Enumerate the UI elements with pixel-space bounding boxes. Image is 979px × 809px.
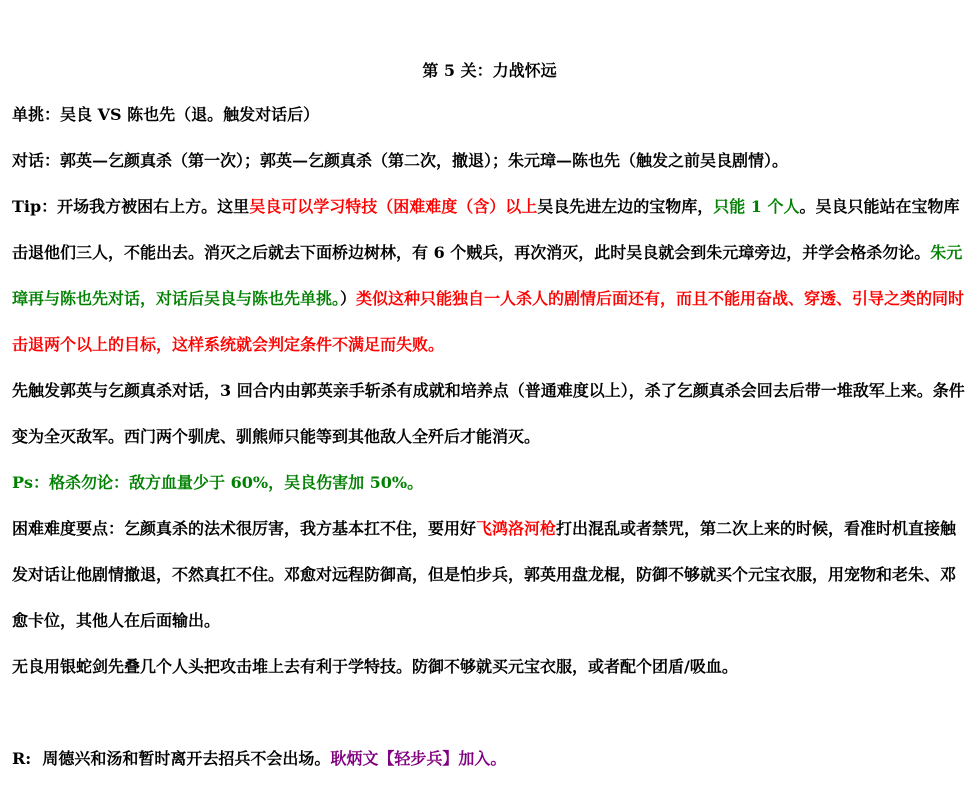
- hard-red-1: 飞鸿洛河枪: [476, 519, 557, 538]
- tip-text-4: ）: [340, 289, 357, 308]
- tip-text-3: 。吴良只能站在宝物库击退他们三人，不能出去。消灭之后就去下面桥边树林，有 6 个贼兵，再次消灭，此时吴良就会到朱元璋旁边，并学会格杀勿论。: [12, 197, 960, 262]
- tip-paragraph: [12, 184, 969, 368]
- wuliang-line: 无良用银蛇剑先叠几个人头把攻击堆上去有利于学特技。防御不够就买元宝衣服，或者配个团盾/吸血。: [12, 657, 738, 676]
- tip-text-2: 吴良先进左边的宝物库，: [537, 197, 714, 216]
- ps-line: Ps：格杀勿论：敌方血量少于 60%，吴良伤害加 50%。: [12, 473, 424, 492]
- r-text: R: 周德兴和汤和暂时离开去招兵不会出场。: [12, 749, 331, 768]
- trigger-paragraph: 先触发郭英与乞颜真杀对话，3 回合内由郭英亲手斩杀有成就和培养点（普通难度以上），杀了乞颜真杀会回去后带一堆敌军上来。条件变为全灭敌军。西门两个驯虎、驯熊师只能等到其他敌人全歼后才能消灭。: [12, 381, 965, 446]
- r-line: [12, 736, 969, 782]
- tip-red-2: 困难难度（含）以上: [393, 197, 538, 216]
- hard-text-2: 打出混乱或者禁咒，第二次上来的时候，看准时机直接触发对话让他剧情撤退，不然真扛不住。邓愈对远程防御高，但是怕步兵，郭英用盘龙棍，防御不够就买个元宝衣服，用宠物和老朱、邓愈卡位，其他人在后面输出。: [12, 519, 957, 630]
- tip-text-1: Tip：开场我方被困右上方。这里: [12, 197, 250, 216]
- r-purple: 耿炳文【轻步兵】加入。: [330, 749, 507, 768]
- tip-red-1: 吴良可以学习特技（: [249, 197, 394, 216]
- tip-green-1: 只能 1 个人: [713, 197, 800, 216]
- stage-title: 第 5 关：力战怀远: [422, 61, 557, 80]
- tip-red-3: 类似这种只能独自一人杀人的剧情后面还有，而且不能用奋战、穿透、引导之类的同时击退两个以上的目标，这样系统就会判定条件不满足而失败。: [12, 289, 965, 354]
- hard-mode-paragraph: [12, 506, 969, 644]
- dialogue-line: 对话：郭英—乞颜真杀（第一次）；郭英—乞颜真杀（第二次，撤退）；朱元璋—陈也先（触发之前吴良剧情）。: [12, 151, 789, 170]
- tip-green-2: 朱元璋再与陈也先对话，对话后吴良与陈也先单挑。: [12, 243, 963, 308]
- hard-text-1: 困难难度要点：乞颜真杀的法术很厉害，我方基本扛不住，要用好: [12, 519, 477, 538]
- duel-line: 单挑：吴良 VS 陈也先（退。触发对话后）: [12, 105, 320, 124]
